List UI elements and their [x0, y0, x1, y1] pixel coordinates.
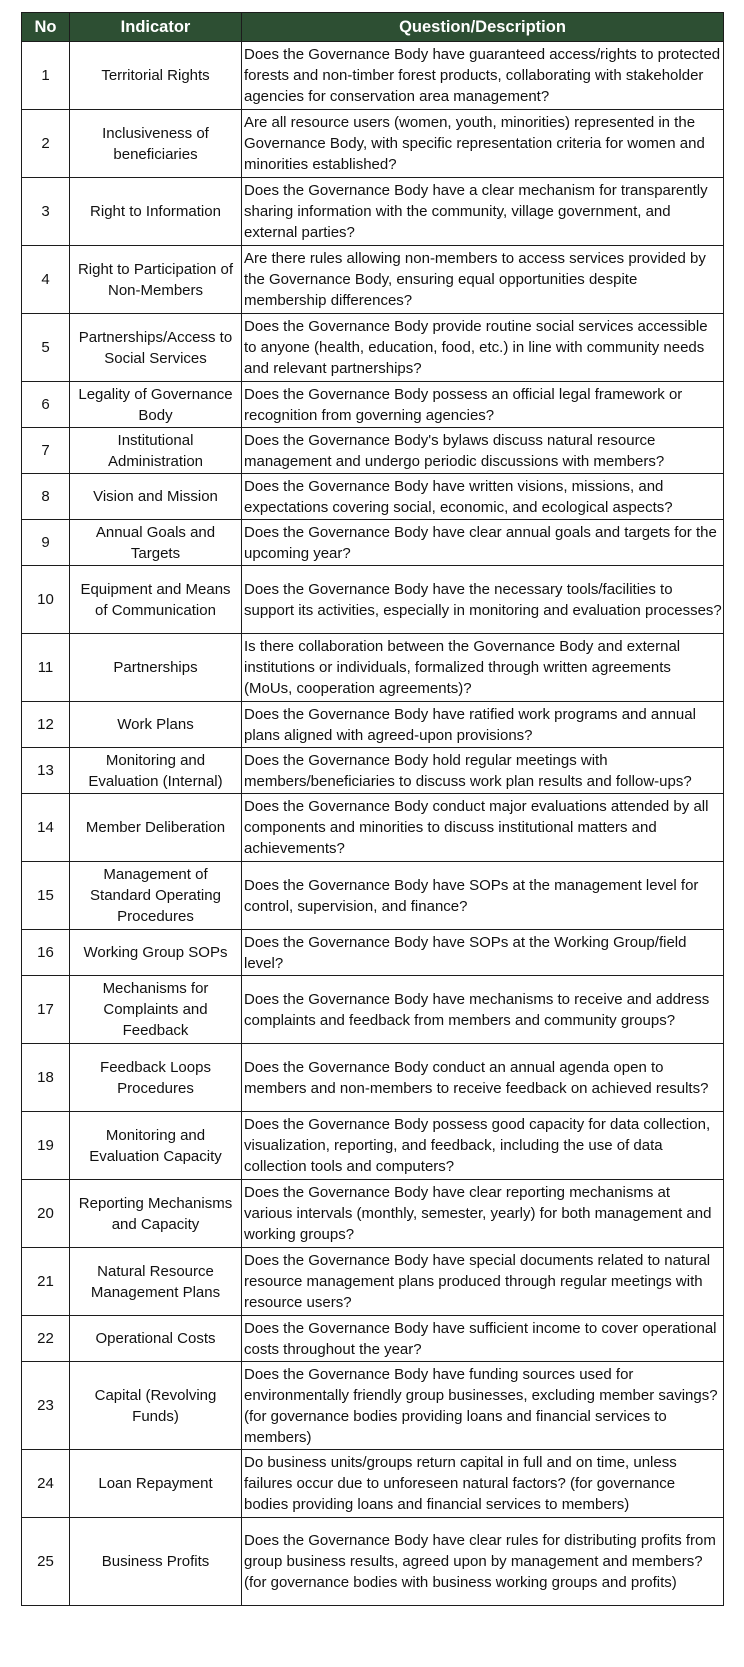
- row-indicator: Partnerships: [70, 634, 242, 702]
- row-number: 9: [22, 520, 70, 566]
- row-question: Are all resource users (women, youth, minorities) represented in the Governance Body, with specific representation criteria for women and minorities established?: [242, 110, 724, 178]
- row-number: 11: [22, 634, 70, 702]
- row-indicator: Inclusiveness of beneficiaries: [70, 110, 242, 178]
- table-row: [22, 428, 724, 474]
- row-indicator: Member Deliberation: [70, 794, 242, 862]
- row-indicator: Right to Participation of Non-Members: [70, 246, 242, 314]
- row-number: 6: [22, 382, 70, 428]
- table-row: [22, 930, 724, 976]
- row-number: 2: [22, 110, 70, 178]
- header-no: No: [22, 13, 70, 42]
- table-row: [22, 794, 724, 862]
- row-number: 12: [22, 702, 70, 748]
- table-row: [22, 1450, 724, 1518]
- row-question: Does the Governance Body conduct major evaluations attended by all components and minorities to discuss institutional matters and achievements?: [242, 794, 724, 862]
- row-question: Does the Governance Body have funding sources used for environmentally friendly group businesses, excluding member savings? (for governance bodies providing loans and financial services to members): [242, 1362, 724, 1450]
- row-question: Does the Governance Body hold regular meetings with members/beneficiaries to discuss work plan results and follow-ups?: [242, 748, 724, 794]
- row-indicator: Partnerships/Access to Social Services: [70, 314, 242, 382]
- table-row: [22, 314, 724, 382]
- row-indicator: Business Profits: [70, 1518, 242, 1606]
- row-indicator: Operational Costs: [70, 1316, 242, 1362]
- row-question: Does the Governance Body have special documents related to natural resource management plans produced through regular meetings with resource users?: [242, 1248, 724, 1316]
- row-indicator: Annual Goals and Targets: [70, 520, 242, 566]
- row-number: 22: [22, 1316, 70, 1362]
- table-row: [22, 110, 724, 178]
- row-indicator: Mechanisms for Complaints and Feedback: [70, 976, 242, 1044]
- row-number: 17: [22, 976, 70, 1044]
- row-indicator: Institutional Administration: [70, 428, 242, 474]
- row-number: 10: [22, 566, 70, 634]
- row-indicator: Work Plans: [70, 702, 242, 748]
- row-indicator: Feedback Loops Procedures: [70, 1044, 242, 1112]
- row-indicator: Working Group SOPs: [70, 930, 242, 976]
- row-question: Does the Governance Body provide routine social services accessible to anyone (health, education, food, etc.) in line with community needs and relevant partnerships?: [242, 314, 724, 382]
- row-number: 1: [22, 42, 70, 110]
- row-question: Does the Governance Body have ratified work programs and annual plans aligned with agreed-upon provisions?: [242, 702, 724, 748]
- row-question: Does the Governance Body have SOPs at the management level for control, supervision, and finance?: [242, 862, 724, 930]
- row-question: Is there collaboration between the Governance Body and external institutions or individuals, formalized through written agreements (MoUs, cooperation agreements)?: [242, 634, 724, 702]
- indicator-table-container: [21, 12, 723, 1606]
- row-number: 20: [22, 1180, 70, 1248]
- row-indicator: Reporting Mechanisms and Capacity: [70, 1180, 242, 1248]
- row-number: 18: [22, 1044, 70, 1112]
- row-question: Does the Governance Body have clear annual goals and targets for the upcoming year?: [242, 520, 724, 566]
- row-question: Does the Governance Body have clear rules for distributing profits from group business results, agreed upon by management and members? (for governance bodies with business working groups and profits): [242, 1518, 724, 1606]
- row-indicator: Capital (Revolving Funds): [70, 1362, 242, 1450]
- row-number: 19: [22, 1112, 70, 1180]
- row-number: 14: [22, 794, 70, 862]
- table-row: [22, 702, 724, 748]
- row-number: 8: [22, 474, 70, 520]
- table-row: [22, 1316, 724, 1362]
- table-header-row: [22, 13, 724, 42]
- table-row: [22, 566, 724, 634]
- row-question: Does the Governance Body have written visions, missions, and expectations covering social, economic, and ecological aspects?: [242, 474, 724, 520]
- table-row: [22, 862, 724, 930]
- table-row: [22, 1248, 724, 1316]
- table-row: [22, 1180, 724, 1248]
- row-number: 4: [22, 246, 70, 314]
- header-indicator: Indicator: [70, 13, 242, 42]
- row-number: 5: [22, 314, 70, 382]
- table-row: [22, 1112, 724, 1180]
- row-question: Does the Governance Body have sufficient income to cover operational costs throughout the year?: [242, 1316, 724, 1362]
- row-number: 16: [22, 930, 70, 976]
- row-question: Do business units/groups return capital in full and on time, unless failures occur due to unforeseen natural factors? (for governance bodies providing loans and financial services to members): [242, 1450, 724, 1518]
- table-row: [22, 178, 724, 246]
- row-indicator: Monitoring and Evaluation (Internal): [70, 748, 242, 794]
- row-number: 7: [22, 428, 70, 474]
- table-row: [22, 748, 724, 794]
- row-question: Does the Governance Body possess good capacity for data collection, visualization, reporting, and feedback, including the use of data collection tools and computers?: [242, 1112, 724, 1180]
- row-question: Does the Governance Body conduct an annual agenda open to members and non-members to receive feedback on achieved results?: [242, 1044, 724, 1112]
- row-question: Does the Governance Body have guaranteed access/rights to protected forests and non-timber forest products, collaborating with stakeholder agencies for conservation area management?: [242, 42, 724, 110]
- row-number: 3: [22, 178, 70, 246]
- table-row: [22, 976, 724, 1044]
- table-row: [22, 474, 724, 520]
- table-row: [22, 1362, 724, 1450]
- row-number: 24: [22, 1450, 70, 1518]
- row-indicator: Natural Resource Management Plans: [70, 1248, 242, 1316]
- indicator-table: [21, 12, 724, 1606]
- row-question: Does the Governance Body have a clear mechanism for transparently sharing information with the community, village government, and external parties?: [242, 178, 724, 246]
- row-number: 13: [22, 748, 70, 794]
- row-indicator: Equipment and Means of Communication: [70, 566, 242, 634]
- row-question: Does the Governance Body have clear reporting mechanisms at various intervals (monthly, semester, yearly) for both management and working groups?: [242, 1180, 724, 1248]
- table-row: [22, 520, 724, 566]
- row-question: Does the Governance Body's bylaws discuss natural resource management and undergo periodic discussions with members?: [242, 428, 724, 474]
- row-question: Does the Governance Body have SOPs at the Working Group/field level?: [242, 930, 724, 976]
- row-indicator: Right to Information: [70, 178, 242, 246]
- table-row: [22, 42, 724, 110]
- row-question: Does the Governance Body have the necessary tools/facilities to support its activities, especially in monitoring and evaluation processes?: [242, 566, 724, 634]
- row-indicator: Monitoring and Evaluation Capacity: [70, 1112, 242, 1180]
- table-row: [22, 382, 724, 428]
- row-number: 25: [22, 1518, 70, 1606]
- header-question: Question/Description: [242, 13, 724, 42]
- row-indicator: Legality of Governance Body: [70, 382, 242, 428]
- row-indicator: Territorial Rights: [70, 42, 242, 110]
- table-row: [22, 1518, 724, 1606]
- row-indicator: Vision and Mission: [70, 474, 242, 520]
- row-question: Does the Governance Body have mechanisms to receive and address complaints and feedback from members and community groups?: [242, 976, 724, 1044]
- row-indicator: Management of Standard Operating Procedures: [70, 862, 242, 930]
- row-number: 23: [22, 1362, 70, 1450]
- row-indicator: Loan Repayment: [70, 1450, 242, 1518]
- table-row: [22, 1044, 724, 1112]
- row-question: Does the Governance Body possess an official legal framework or recognition from governing agencies?: [242, 382, 724, 428]
- table-row: [22, 634, 724, 702]
- row-question: Are there rules allowing non-members to access services provided by the Governance Body, ensuring equal opportunities despite membership differences?: [242, 246, 724, 314]
- table-row: [22, 246, 724, 314]
- row-number: 21: [22, 1248, 70, 1316]
- row-number: 15: [22, 862, 70, 930]
